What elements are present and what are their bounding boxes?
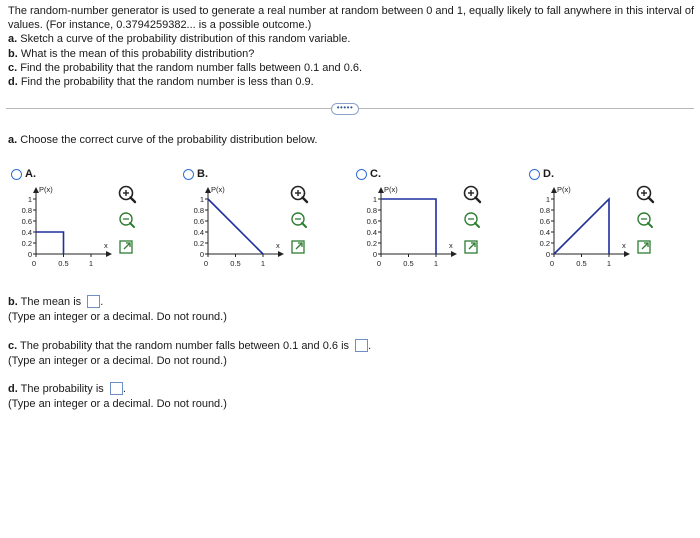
- part-d-label: d.: [8, 76, 18, 89]
- part-a-text: Sketch a curve of the probability distribution of this random variable.: [17, 33, 351, 46]
- x-tick-label: 0: [31, 259, 37, 268]
- problem-part-b: [8, 47, 696, 61]
- option-c-radio[interactable]: [356, 169, 367, 180]
- y-tick-label: 0: [545, 250, 550, 259]
- expand-icon[interactable]: [292, 241, 304, 253]
- x-tick-label: 0: [203, 259, 209, 268]
- y-tick-label: 0.8: [193, 206, 204, 215]
- option-a-graph: [8, 181, 116, 283]
- zoom-in-icon[interactable]: [638, 187, 654, 203]
- x-tick-label: 0.5: [576, 259, 587, 268]
- y-tick-label: 0.6: [21, 217, 32, 226]
- expand-icon[interactable]: [638, 241, 650, 253]
- y-tick-label: 0.2: [539, 239, 550, 248]
- zoom-in-icon[interactable]: [292, 187, 308, 203]
- x-axis-label: x: [449, 241, 453, 250]
- distribution-curve: [208, 199, 263, 254]
- part-b-answer: [8, 295, 227, 325]
- part-a-label: a.: [8, 33, 18, 46]
- x-axis-label: x: [276, 241, 280, 250]
- option-c-letter: C.: [370, 168, 381, 180]
- option-d-graph: [526, 181, 634, 283]
- y-tick-label: 0.4: [366, 228, 377, 237]
- zoom-out-icon[interactable]: [292, 213, 306, 227]
- y-tick-label: 0: [372, 250, 377, 259]
- part-a-question-label: a.: [8, 134, 18, 146]
- y-tick-label: 0.2: [366, 239, 377, 248]
- part-b-label: b.: [8, 47, 18, 60]
- x-tick-label: 0.5: [403, 259, 414, 268]
- x-axis-label: x: [104, 241, 108, 250]
- option-b-radio[interactable]: [183, 169, 194, 180]
- part-b-answer-label: b.: [8, 296, 18, 308]
- probability-between-input[interactable]: [355, 339, 368, 352]
- part-b-hint: (Type an integer or a decimal. Do not round.): [8, 311, 227, 323]
- option-c-graph: [353, 181, 461, 283]
- x-tick-label: 0: [376, 259, 382, 268]
- part-c-label: c.: [8, 61, 18, 74]
- mean-input[interactable]: [87, 295, 100, 308]
- expand-icon[interactable]: [465, 241, 477, 253]
- zoom-out-icon[interactable]: [638, 213, 652, 227]
- x-tick-label: 0: [549, 259, 555, 268]
- x-tick-label: 0.5: [58, 259, 69, 268]
- part-c-answer-text: The probability that the random number falls between 0.1 and 0.6 is: [17, 340, 353, 352]
- x-axis-arrow: [278, 251, 284, 257]
- option-d: [526, 168, 656, 283]
- x-tick-label: 0.5: [230, 259, 241, 268]
- zoom-in-icon[interactable]: [465, 187, 481, 203]
- problem-part-d: [8, 75, 696, 89]
- problem-intro-line-1: The random-number generator is used to generate a real number at random between 0 and 1, equally likely to fall anywhere in this interval of: [8, 5, 695, 17]
- part-a-question-text: Choose the correct curve of the probability distribution below.: [17, 134, 318, 146]
- part-d-suffix: .: [122, 383, 126, 395]
- x-axis-arrow: [451, 251, 457, 257]
- y-tick-label: 0.8: [539, 206, 550, 215]
- y-axis-label: P(x): [211, 185, 225, 194]
- part-b-text: What is the mean of this probability distribution?: [17, 47, 255, 60]
- graph-tools: [288, 182, 310, 260]
- part-c-suffix: .: [368, 340, 372, 352]
- probability-less-than-input[interactable]: [110, 382, 123, 395]
- part-d-text: Find the probability that the random number is less than 0.9.: [17, 76, 314, 89]
- x-tick-label: 1: [260, 259, 266, 268]
- graph-tools: [116, 182, 138, 260]
- problem-part-a: [8, 32, 696, 46]
- y-tick-label: 1: [545, 195, 550, 204]
- option-b: [180, 168, 310, 283]
- option-d-radio[interactable]: [529, 169, 540, 180]
- expand-icon[interactable]: [120, 241, 132, 253]
- part-c-text: Find the probability that the random number falls between 0.1 and 0.6.: [17, 61, 363, 74]
- x-axis-arrow: [106, 251, 112, 257]
- y-tick-label: 0.4: [539, 228, 550, 237]
- option-b-graph: [180, 181, 288, 283]
- option-c: [353, 168, 483, 283]
- part-d-answer-text: The probability is: [17, 383, 107, 395]
- y-axis-label: P(x): [557, 185, 571, 194]
- part-d-answer-label: d.: [8, 383, 18, 395]
- y-tick-label: 0.2: [21, 239, 32, 248]
- zoom-out-icon[interactable]: [120, 213, 134, 227]
- y-axis-label: P(x): [384, 185, 398, 194]
- graph-tools: [461, 182, 483, 260]
- y-tick-label: 0.4: [21, 228, 32, 237]
- part-b-suffix: .: [100, 296, 104, 308]
- more-options-button[interactable]: •••••: [331, 103, 359, 115]
- x-tick-label: 1: [606, 259, 612, 268]
- part-b-answer-text: The mean is: [17, 296, 85, 308]
- part-d-hint: (Type an integer or a decimal. Do not round.): [8, 398, 227, 410]
- y-tick-label: 0.2: [193, 239, 204, 248]
- y-tick-label: 0.6: [539, 217, 550, 226]
- zoom-out-icon[interactable]: [465, 213, 479, 227]
- option-a: [8, 168, 138, 283]
- option-a-radio[interactable]: [11, 169, 22, 180]
- part-c-answer: [8, 339, 371, 369]
- y-axis-label: P(x): [39, 185, 53, 194]
- option-b-letter: B.: [197, 168, 208, 180]
- x-tick-label: 1: [433, 259, 439, 268]
- y-tick-label: 0: [27, 250, 32, 259]
- y-tick-label: 0.6: [193, 217, 204, 226]
- problem-statement: [8, 4, 696, 89]
- distribution-curve: [554, 199, 609, 254]
- y-tick-label: 0.4: [193, 228, 204, 237]
- y-tick-label: 0.6: [366, 217, 377, 226]
- y-tick-label: 0.8: [21, 206, 32, 215]
- y-tick-label: 1: [372, 195, 377, 204]
- problem-intro-line-2: values. (For instance, 0.3794259382... is a possible outcome.): [8, 19, 312, 32]
- x-axis-label: x: [622, 241, 626, 250]
- part-a-question: [8, 134, 317, 146]
- y-tick-label: 1: [27, 195, 32, 204]
- part-c-hint: (Type an integer or a decimal. Do not round.): [8, 355, 227, 367]
- x-axis-arrow: [624, 251, 630, 257]
- option-d-letter: D.: [543, 168, 554, 180]
- option-a-letter: A.: [25, 168, 36, 180]
- zoom-in-icon[interactable]: [120, 187, 136, 203]
- graph-tools: [634, 182, 656, 260]
- distribution-curve: [36, 232, 64, 254]
- y-tick-label: 0.8: [366, 206, 377, 215]
- y-tick-label: 1: [199, 195, 204, 204]
- distribution-curve: [381, 199, 436, 254]
- x-tick-label: 1: [88, 259, 94, 268]
- part-c-answer-label: c.: [8, 340, 18, 352]
- problem-part-c: [8, 61, 696, 75]
- part-d-answer: [8, 382, 227, 412]
- y-tick-label: 0: [199, 250, 204, 259]
